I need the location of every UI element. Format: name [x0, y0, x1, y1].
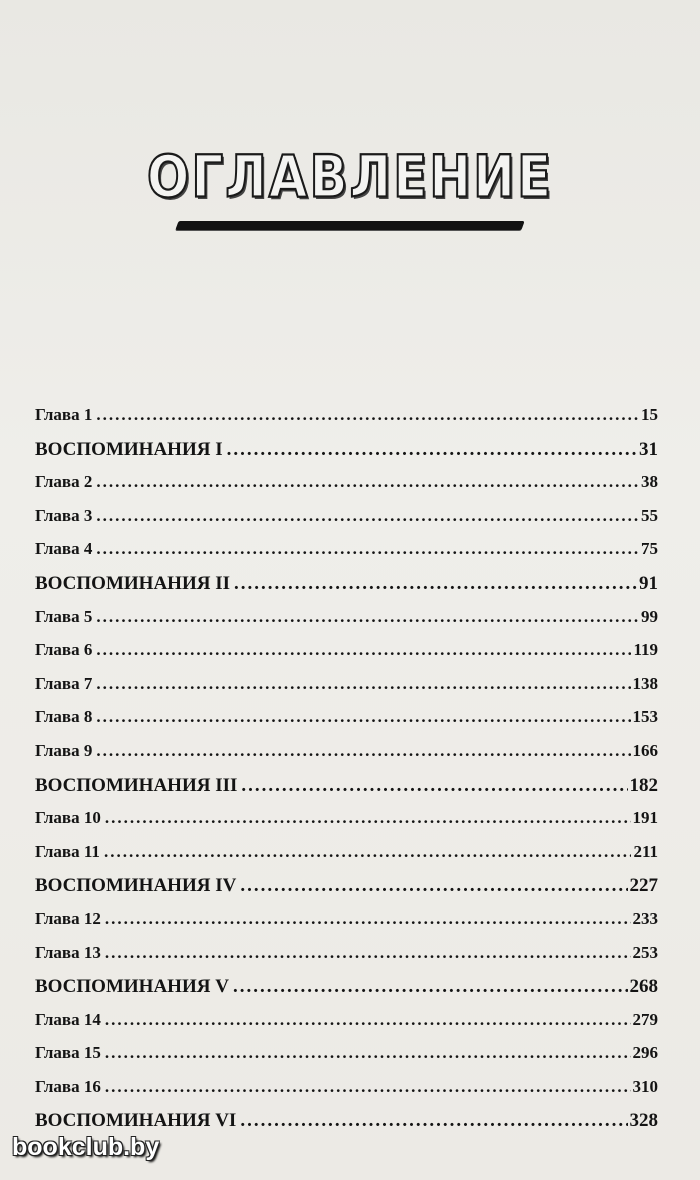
dot-leader — [105, 1077, 631, 1097]
dot-leader — [241, 775, 627, 797]
toc-entry[interactable] — [35, 439, 658, 473]
toc-entry-page: 296 — [632, 1043, 658, 1063]
dot-leader — [96, 405, 639, 425]
toc-entry[interactable] — [35, 808, 658, 842]
dot-leader — [105, 1043, 631, 1063]
dot-leader — [104, 842, 632, 862]
toc-entry[interactable] — [35, 875, 658, 909]
toc-entry-label: ВОСПОМИНАНИЯ VI — [35, 1110, 237, 1132]
dot-leader — [234, 573, 637, 595]
dot-leader — [96, 539, 639, 559]
dot-leader — [96, 607, 639, 627]
toc-entry-label: Глава 5 — [35, 606, 93, 626]
toc-entry-page: 55 — [641, 505, 658, 525]
toc-entry[interactable] — [35, 943, 658, 977]
toc-entry-label: Глава 3 — [35, 505, 93, 525]
toc-entry-label: Глава 2 — [35, 472, 93, 492]
toc-entry[interactable] — [35, 607, 658, 641]
toc-entry-page: 268 — [629, 976, 658, 998]
toc-entry-page: 227 — [629, 875, 658, 897]
toc-entry[interactable] — [35, 1010, 658, 1044]
toc-entry-label: ВОСПОМИНАНИЯ I — [35, 438, 223, 460]
toc-entry[interactable] — [35, 472, 658, 506]
toc-entry-label: Глава 15 — [35, 1043, 101, 1063]
toc-entry-label: Глава 4 — [35, 539, 93, 559]
dot-leader — [105, 1010, 631, 1030]
toc-entry[interactable] — [35, 976, 658, 1010]
toc-entry[interactable] — [35, 506, 658, 540]
toc-entry[interactable] — [35, 775, 658, 809]
toc-entry[interactable] — [35, 707, 658, 741]
title-block — [0, 143, 700, 211]
dot-leader — [96, 707, 630, 727]
toc-entry-label: Глава 16 — [35, 1076, 101, 1096]
dot-leader — [240, 875, 627, 897]
toc-entry-label: Глава 9 — [35, 740, 93, 760]
toc-entry-page: 31 — [639, 438, 658, 460]
table-of-contents — [35, 405, 658, 1144]
toc-entry-page: 91 — [639, 572, 658, 594]
toc-entry-page: 153 — [632, 707, 658, 727]
toc-entry-page: 166 — [632, 740, 658, 760]
watermark-logo: bookclub.by — [12, 1133, 160, 1161]
toc-entry-page: 182 — [629, 774, 658, 796]
toc-entry-page: 279 — [632, 1009, 658, 1029]
toc-entry-label: Глава 6 — [35, 640, 93, 660]
dot-leader — [96, 640, 631, 660]
page-title: ОГЛАВЛЕНИЕ — [146, 143, 554, 211]
toc-entry-label: ВОСПОМИНАНИЯ V — [35, 976, 229, 998]
toc-entry[interactable] — [35, 405, 658, 439]
toc-entry[interactable] — [35, 573, 658, 607]
dot-leader — [96, 506, 639, 526]
toc-entry-page: 310 — [632, 1076, 658, 1096]
toc-entry[interactable] — [35, 1077, 658, 1111]
toc-entry[interactable] — [35, 674, 658, 708]
toc-entry-page: 211 — [633, 841, 658, 861]
dot-leader — [96, 674, 630, 694]
toc-entry[interactable] — [35, 909, 658, 943]
toc-entry-label: ВОСПОМИНАНИЯ II — [35, 572, 230, 594]
dot-leader — [105, 808, 631, 828]
toc-entry[interactable] — [35, 539, 658, 573]
toc-entry-page: 191 — [632, 808, 658, 828]
dot-leader — [105, 909, 631, 929]
toc-entry-label: ВОСПОМИНАНИЯ IV — [35, 875, 237, 897]
dot-leader — [96, 741, 630, 761]
toc-entry-label: Глава 13 — [35, 942, 101, 962]
title-underline — [175, 221, 524, 230]
toc-entry[interactable] — [35, 640, 658, 674]
dot-leader — [240, 1110, 627, 1132]
toc-entry[interactable] — [35, 741, 658, 775]
toc-entry-label: Глава 14 — [35, 1009, 101, 1029]
toc-entry-label: Глава 8 — [35, 707, 93, 727]
toc-entry[interactable] — [35, 842, 658, 876]
toc-entry-page: 15 — [641, 405, 658, 424]
toc-entry-page: 119 — [633, 640, 658, 660]
toc-entry-page: 253 — [632, 942, 658, 962]
toc-entry-label: Глава 1 — [35, 405, 93, 424]
dot-leader — [227, 439, 637, 461]
dot-leader — [105, 943, 631, 963]
toc-entry-page: 233 — [632, 908, 658, 928]
toc-entry-label: Глава 12 — [35, 908, 101, 928]
dot-leader — [233, 976, 628, 998]
toc-entry-page: 99 — [641, 606, 658, 626]
toc-entry-label: ВОСПОМИНАНИЯ III — [35, 774, 238, 796]
toc-entry-page: 328 — [629, 1110, 658, 1132]
toc-entry[interactable] — [35, 1043, 658, 1077]
toc-entry-page: 75 — [641, 539, 658, 559]
toc-entry-label: Глава 11 — [35, 841, 100, 861]
toc-entry-page: 138 — [632, 673, 658, 693]
toc-entry-label: Глава 7 — [35, 673, 93, 693]
toc-entry-label: Глава 10 — [35, 808, 101, 828]
toc-entry-page: 38 — [641, 472, 658, 492]
dot-leader — [96, 472, 639, 492]
